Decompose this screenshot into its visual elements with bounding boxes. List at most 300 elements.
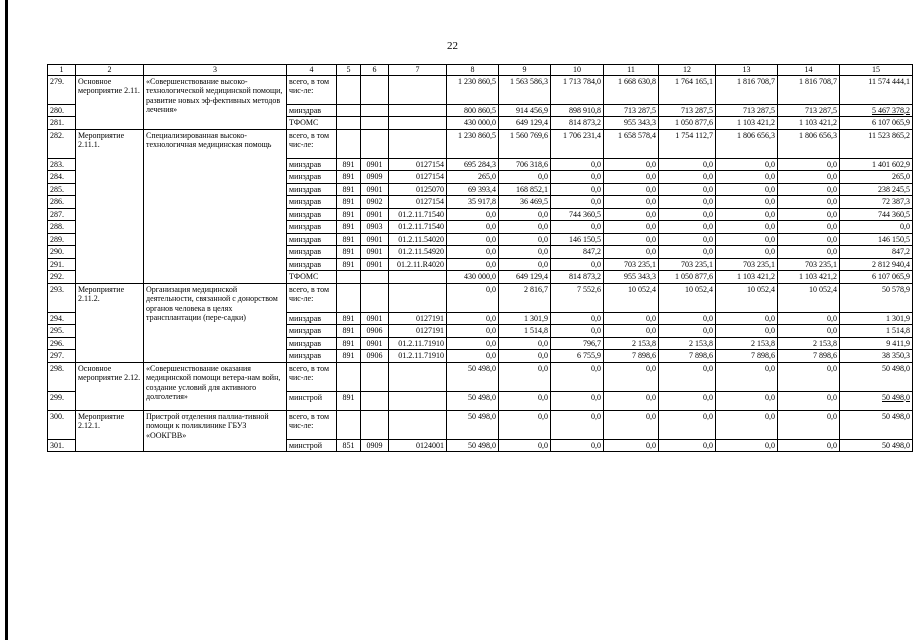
column-header: 5 xyxy=(337,65,361,76)
year-value: 10 052,4 xyxy=(604,283,659,312)
row-number: 281. xyxy=(48,117,76,130)
grbs-code xyxy=(337,271,361,284)
year-value: 0,0 xyxy=(447,337,499,350)
year-value: 0,0 xyxy=(659,208,716,221)
year-value: 0,0 xyxy=(778,196,840,209)
row-number: 298. xyxy=(48,362,76,391)
funding-source: минздрав xyxy=(287,183,337,196)
year-value: 7 898,6 xyxy=(659,350,716,363)
grbs-code xyxy=(337,410,361,439)
year-value: 1 050 877,6 xyxy=(659,271,716,284)
year-value: 0,0 xyxy=(499,439,551,452)
grbs-code xyxy=(337,283,361,312)
row-number: 286. xyxy=(48,196,76,209)
year-value: 706 318,6 xyxy=(499,158,551,171)
budget-table xyxy=(47,64,913,452)
funding-source: минстрой xyxy=(287,439,337,452)
total-value: 238 245,5 xyxy=(840,183,913,196)
target-code: 01.2.11.R4020 xyxy=(389,258,447,271)
year-value: 0,0 xyxy=(716,391,778,410)
target-code xyxy=(389,271,447,284)
target-code xyxy=(389,391,447,410)
grbs-code: 891 xyxy=(337,158,361,171)
year-value: 1 560 769,6 xyxy=(499,129,551,158)
year-value: 0,0 xyxy=(778,410,840,439)
year-value: 955 343,3 xyxy=(604,271,659,284)
year-value: 0,0 xyxy=(778,312,840,325)
target-code: 0127191 xyxy=(389,325,447,338)
year-value: 796,7 xyxy=(551,337,604,350)
funding-source: всего, в том чис-ле: xyxy=(287,75,337,104)
year-value: 0,0 xyxy=(659,183,716,196)
row-number: 297. xyxy=(48,350,76,363)
year-value: 0,0 xyxy=(499,337,551,350)
year-value: 430 000,0 xyxy=(447,271,499,284)
funding-source: минздрав xyxy=(287,171,337,184)
year-value: 0,0 xyxy=(551,183,604,196)
year-value: 7 898,6 xyxy=(716,350,778,363)
year-value: 0,0 xyxy=(447,208,499,221)
year-value: 1 713 784,0 xyxy=(551,75,604,104)
funding-source: минздрав xyxy=(287,350,337,363)
year-value: 713 287,5 xyxy=(604,104,659,117)
row-number: 290. xyxy=(48,246,76,259)
year-value: 0,0 xyxy=(499,410,551,439)
row-number: 294. xyxy=(48,312,76,325)
year-value: 0,0 xyxy=(551,391,604,410)
grbs-code: 891 xyxy=(337,183,361,196)
year-value: 0,0 xyxy=(447,350,499,363)
year-value: 1 230 860,5 xyxy=(447,75,499,104)
year-value: 0,0 xyxy=(659,196,716,209)
funding-source: всего, в том чис-ле: xyxy=(287,129,337,158)
section-code: 0901 xyxy=(361,208,389,221)
funding-source: всего, в том чис-ле: xyxy=(287,362,337,391)
year-value: 0,0 xyxy=(778,325,840,338)
year-value: 0,0 xyxy=(778,391,840,410)
row-number: 299. xyxy=(48,391,76,410)
year-value: 0,0 xyxy=(659,439,716,452)
year-value: 0,0 xyxy=(716,439,778,452)
year-value: 744 360,5 xyxy=(551,208,604,221)
year-value: 713 287,5 xyxy=(716,104,778,117)
target-code xyxy=(389,283,447,312)
year-value: 2 153,8 xyxy=(716,337,778,350)
total-value: 50 498,0 xyxy=(840,391,913,410)
section-code: 0906 xyxy=(361,350,389,363)
grbs-code: 851 xyxy=(337,439,361,452)
year-value: 0,0 xyxy=(659,158,716,171)
funding-source: минздрав xyxy=(287,246,337,259)
year-value: 0,0 xyxy=(716,221,778,234)
year-value: 6 755,9 xyxy=(551,350,604,363)
year-value: 1 103 421,2 xyxy=(716,117,778,130)
column-header: 4 xyxy=(287,65,337,76)
grbs-code: 891 xyxy=(337,391,361,410)
year-value: 2 153,8 xyxy=(604,337,659,350)
total-value: 1 514,8 xyxy=(840,325,913,338)
funding-source: ТФОМС xyxy=(287,271,337,284)
row-number: 280. xyxy=(48,104,76,117)
measure-cell: Мероприятие 2.11.1. xyxy=(76,129,144,283)
year-value: 0,0 xyxy=(604,171,659,184)
year-value: 0,0 xyxy=(447,221,499,234)
table-row xyxy=(48,362,913,391)
row-number: 282. xyxy=(48,129,76,158)
year-value: 713 287,5 xyxy=(778,104,840,117)
section-code xyxy=(361,104,389,117)
year-value: 1 806 656,3 xyxy=(716,129,778,158)
year-value: 0,0 xyxy=(499,362,551,391)
total-value: 6 107 065,9 xyxy=(840,117,913,130)
grbs-code xyxy=(337,117,361,130)
total-value: 146 150,5 xyxy=(840,233,913,246)
row-number: 300. xyxy=(48,410,76,439)
year-value: 1 658 578,4 xyxy=(604,129,659,158)
year-value: 955 343,3 xyxy=(604,117,659,130)
year-value: 649 129,4 xyxy=(499,117,551,130)
year-value: 0,0 xyxy=(604,410,659,439)
target-code: 01.2.11.71910 xyxy=(389,337,447,350)
year-value: 0,0 xyxy=(551,362,604,391)
funding-source: всего, в том чис-ле: xyxy=(287,410,337,439)
year-value: 430 000,0 xyxy=(447,117,499,130)
grbs-code: 891 xyxy=(337,325,361,338)
total-value: 72 387,3 xyxy=(840,196,913,209)
grbs-code: 891 xyxy=(337,171,361,184)
total-value: 50 498,0 xyxy=(840,439,913,452)
section-code xyxy=(361,362,389,391)
row-number: 295. xyxy=(48,325,76,338)
grbs-code: 891 xyxy=(337,233,361,246)
column-header: 13 xyxy=(716,65,778,76)
column-header: 3 xyxy=(144,65,287,76)
year-value: 713 287,5 xyxy=(659,104,716,117)
year-value: 1 816 708,7 xyxy=(716,75,778,104)
section-code: 0901 xyxy=(361,337,389,350)
target-code: 0127154 xyxy=(389,196,447,209)
year-value: 0,0 xyxy=(499,208,551,221)
target-code: 01.2.11.54920 xyxy=(389,246,447,259)
year-value: 0,0 xyxy=(716,233,778,246)
column-header: 1 xyxy=(48,65,76,76)
target-code: 0127154 xyxy=(389,171,447,184)
measure-name: «Совершенствование высоко-технологической медицинской помощи, развитие новых эф-фективных методов лечения» xyxy=(144,75,287,129)
grbs-code: 891 xyxy=(337,221,361,234)
measure-cell: Мероприятие 2.12.1. xyxy=(76,410,144,452)
year-value: 0,0 xyxy=(659,391,716,410)
row-number: 296. xyxy=(48,337,76,350)
measure-name: Пристрой отделения паллиа-тивной помощи к поликлинике ГБУЗ «ООКГВВ» xyxy=(144,410,287,452)
funding-source: минздрав xyxy=(287,196,337,209)
total-value: 2 812 940,4 xyxy=(840,258,913,271)
year-value: 0,0 xyxy=(778,439,840,452)
column-header: 9 xyxy=(499,65,551,76)
funding-source: минздрав xyxy=(287,312,337,325)
total-value: 50 498,0 xyxy=(840,362,913,391)
grbs-code xyxy=(337,129,361,158)
year-value: 0,0 xyxy=(604,196,659,209)
column-header: 8 xyxy=(447,65,499,76)
row-number: 285. xyxy=(48,183,76,196)
year-value: 0,0 xyxy=(604,208,659,221)
column-header: 2 xyxy=(76,65,144,76)
year-value: 914 456,9 xyxy=(499,104,551,117)
year-value: 1 668 630,8 xyxy=(604,75,659,104)
funding-source: минстрой xyxy=(287,391,337,410)
year-value: 0,0 xyxy=(604,158,659,171)
total-value: 6 107 065,9 xyxy=(840,271,913,284)
year-value: 0,0 xyxy=(778,208,840,221)
year-value: 0,0 xyxy=(551,196,604,209)
year-value: 1 706 231,4 xyxy=(551,129,604,158)
year-value: 1 563 586,3 xyxy=(499,75,551,104)
year-value: 0,0 xyxy=(659,233,716,246)
grbs-code: 891 xyxy=(337,312,361,325)
row-number: 287. xyxy=(48,208,76,221)
total-value: 744 360,5 xyxy=(840,208,913,221)
measure-name: Организация медицинской деятельности, связанной с донорством органов человека в целях трансплантации (пере-садки) xyxy=(144,283,287,362)
funding-source: минздрав xyxy=(287,221,337,234)
year-value: 898 910,8 xyxy=(551,104,604,117)
year-value: 0,0 xyxy=(447,325,499,338)
year-value: 0,0 xyxy=(778,183,840,196)
section-code: 0901 xyxy=(361,158,389,171)
year-value: 10 052,4 xyxy=(716,283,778,312)
grbs-code xyxy=(337,104,361,117)
year-value: 0,0 xyxy=(716,196,778,209)
year-value: 0,0 xyxy=(551,312,604,325)
total-value: 50 498,0 xyxy=(840,410,913,439)
target-code: 01.2.11.54020 xyxy=(389,233,447,246)
year-value: 0,0 xyxy=(604,325,659,338)
section-code: 0901 xyxy=(361,258,389,271)
target-code: 0127154 xyxy=(389,158,447,171)
table-row xyxy=(48,283,913,312)
year-value: 0,0 xyxy=(659,362,716,391)
year-value: 7 552,6 xyxy=(551,283,604,312)
year-value: 35 917,8 xyxy=(447,196,499,209)
year-value: 0,0 xyxy=(499,221,551,234)
target-code xyxy=(389,410,447,439)
year-value: 10 052,4 xyxy=(659,283,716,312)
year-value: 0,0 xyxy=(659,171,716,184)
grbs-code: 891 xyxy=(337,208,361,221)
funding-source: минздрав xyxy=(287,158,337,171)
year-value: 265,0 xyxy=(447,171,499,184)
column-header: 15 xyxy=(840,65,913,76)
year-value: 0,0 xyxy=(447,233,499,246)
year-value: 7 898,6 xyxy=(778,350,840,363)
section-code: 0902 xyxy=(361,196,389,209)
total-value: 11 574 444,1 xyxy=(840,75,913,104)
row-number: 292. xyxy=(48,271,76,284)
section-code xyxy=(361,117,389,130)
year-value: 0,0 xyxy=(604,183,659,196)
year-value: 0,0 xyxy=(604,246,659,259)
total-value: 50 578,9 xyxy=(840,283,913,312)
total-value: 1 401 602,9 xyxy=(840,158,913,171)
year-value: 0,0 xyxy=(551,439,604,452)
section-code: 0909 xyxy=(361,171,389,184)
target-code xyxy=(389,117,447,130)
measure-cell: Мероприятие 2.11.2. xyxy=(76,283,144,362)
year-value: 146 150,5 xyxy=(551,233,604,246)
year-value: 1 050 877,6 xyxy=(659,117,716,130)
year-value: 0,0 xyxy=(499,391,551,410)
year-value: 1 514,8 xyxy=(499,325,551,338)
measure-cell: Основное мероприятие 2.11. xyxy=(76,75,144,129)
section-code xyxy=(361,283,389,312)
year-value: 2 816,7 xyxy=(499,283,551,312)
year-value: 0,0 xyxy=(447,258,499,271)
year-value: 1 816 708,7 xyxy=(778,75,840,104)
target-code: 01.2.11.71910 xyxy=(389,350,447,363)
year-value: 1 806 656,3 xyxy=(778,129,840,158)
year-value: 0,0 xyxy=(659,410,716,439)
year-value: 50 498,0 xyxy=(447,391,499,410)
year-value: 0,0 xyxy=(659,246,716,259)
section-code xyxy=(361,410,389,439)
year-value: 0,0 xyxy=(716,246,778,259)
funding-source: минздрав xyxy=(287,233,337,246)
total-value: 0,0 xyxy=(840,221,913,234)
year-value: 1 103 421,2 xyxy=(716,271,778,284)
year-value: 0,0 xyxy=(716,183,778,196)
section-code: 0906 xyxy=(361,325,389,338)
section-code: 0901 xyxy=(361,312,389,325)
funding-source: всего, в том чис-ле: xyxy=(287,283,337,312)
row-number: 291. xyxy=(48,258,76,271)
year-value: 0,0 xyxy=(716,158,778,171)
total-value: 265,0 xyxy=(840,171,913,184)
year-value: 69 393,4 xyxy=(447,183,499,196)
target-code: 0124001 xyxy=(389,439,447,452)
grbs-code: 891 xyxy=(337,196,361,209)
year-value: 0,0 xyxy=(499,258,551,271)
year-value: 0,0 xyxy=(659,312,716,325)
year-value: 50 498,0 xyxy=(447,362,499,391)
table-row xyxy=(48,129,913,158)
year-value: 2 153,8 xyxy=(659,337,716,350)
year-value: 0,0 xyxy=(716,208,778,221)
header-row xyxy=(48,65,913,76)
column-header: 7 xyxy=(389,65,447,76)
year-value: 814 873,2 xyxy=(551,117,604,130)
year-value: 703 235,1 xyxy=(716,258,778,271)
year-value: 0,0 xyxy=(716,362,778,391)
target-code xyxy=(389,362,447,391)
target-code: 01.2.11.71540 xyxy=(389,221,447,234)
year-value: 0,0 xyxy=(551,221,604,234)
year-value: 1 301,9 xyxy=(499,312,551,325)
column-header: 14 xyxy=(778,65,840,76)
year-value: 0,0 xyxy=(447,312,499,325)
total-value: 1 301,9 xyxy=(840,312,913,325)
funding-source: минздрав xyxy=(287,325,337,338)
year-value: 0,0 xyxy=(447,246,499,259)
total-value: 5 467 378,2 xyxy=(840,104,913,117)
measure-cell: Основное мероприятие 2.12. xyxy=(76,362,144,410)
year-value: 847,2 xyxy=(551,246,604,259)
year-value: 0,0 xyxy=(659,325,716,338)
section-code xyxy=(361,75,389,104)
year-value: 0,0 xyxy=(604,312,659,325)
table-row xyxy=(48,410,913,439)
funding-source: минздрав xyxy=(287,258,337,271)
year-value: 0,0 xyxy=(551,158,604,171)
year-value: 36 469,5 xyxy=(499,196,551,209)
row-number: 293. xyxy=(48,283,76,312)
year-value: 703 235,1 xyxy=(778,258,840,271)
measure-name: Специализированная высоко-технологичная медицинская помощь xyxy=(144,129,287,283)
year-value: 0,0 xyxy=(778,221,840,234)
grbs-code: 891 xyxy=(337,246,361,259)
target-code: 0127191 xyxy=(389,312,447,325)
year-value: 0,0 xyxy=(778,233,840,246)
section-code: 0909 xyxy=(361,439,389,452)
year-value: 0,0 xyxy=(499,246,551,259)
year-value: 0,0 xyxy=(604,221,659,234)
year-value: 703 235,1 xyxy=(659,258,716,271)
target-code xyxy=(389,75,447,104)
year-value: 0,0 xyxy=(551,325,604,338)
total-value: 38 350,3 xyxy=(840,350,913,363)
year-value: 10 052,4 xyxy=(778,283,840,312)
grbs-code xyxy=(337,75,361,104)
row-number: 279. xyxy=(48,75,76,104)
year-value: 0,0 xyxy=(604,233,659,246)
year-value: 1 230 860,5 xyxy=(447,129,499,158)
year-value: 50 498,0 xyxy=(447,439,499,452)
section-code xyxy=(361,129,389,158)
column-header: 12 xyxy=(659,65,716,76)
year-value: 703 235,1 xyxy=(604,258,659,271)
year-value: 1 103 421,2 xyxy=(778,117,840,130)
section-code: 0901 xyxy=(361,246,389,259)
year-value: 814 873,2 xyxy=(551,271,604,284)
total-value: 9 411,9 xyxy=(840,337,913,350)
row-number: 288. xyxy=(48,221,76,234)
year-value: 0,0 xyxy=(499,171,551,184)
page-number: 22 xyxy=(447,40,458,52)
row-number: 301. xyxy=(48,439,76,452)
year-value: 695 284,3 xyxy=(447,158,499,171)
scan-edge-bar xyxy=(5,0,8,640)
year-value: 0,0 xyxy=(551,258,604,271)
year-value: 2 153,8 xyxy=(778,337,840,350)
total-value: 11 523 865,2 xyxy=(840,129,913,158)
grbs-code: 891 xyxy=(337,258,361,271)
year-value: 0,0 xyxy=(499,233,551,246)
year-value: 0,0 xyxy=(551,171,604,184)
target-code: 01.2.11.71540 xyxy=(389,208,447,221)
funding-source: минздрав xyxy=(287,337,337,350)
year-value: 0,0 xyxy=(604,391,659,410)
funding-source: ТФОМС xyxy=(287,117,337,130)
funding-source: минздрав xyxy=(287,208,337,221)
year-value: 800 860,5 xyxy=(447,104,499,117)
row-number: 283. xyxy=(48,158,76,171)
section-code: 0901 xyxy=(361,183,389,196)
grbs-code: 891 xyxy=(337,350,361,363)
year-value: 0,0 xyxy=(778,246,840,259)
column-header: 10 xyxy=(551,65,604,76)
year-value: 0,0 xyxy=(447,283,499,312)
target-code: 0125070 xyxy=(389,183,447,196)
year-value: 0,0 xyxy=(716,312,778,325)
year-value: 168 852,1 xyxy=(499,183,551,196)
